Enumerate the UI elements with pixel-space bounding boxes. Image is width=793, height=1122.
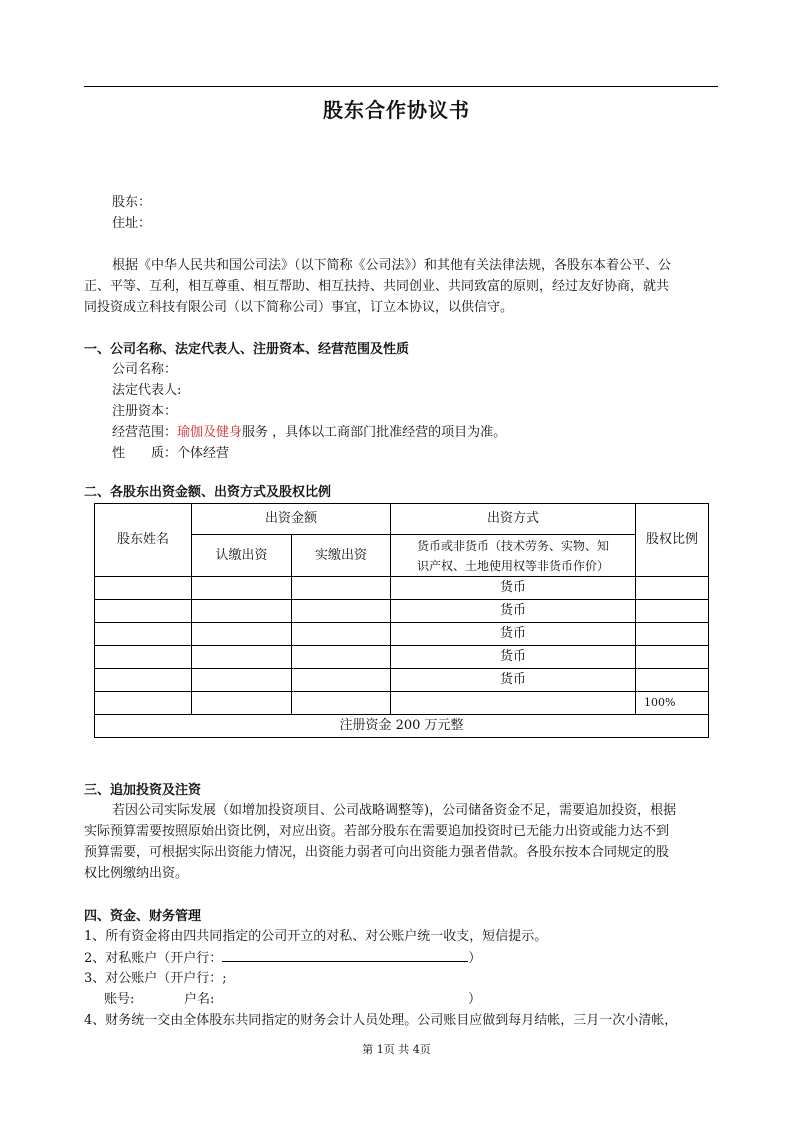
document-title: 股东合作协议书 xyxy=(323,98,470,122)
section3-line-4: 权比例缴纳出资。 xyxy=(84,866,189,881)
private-account-close: ） xyxy=(468,951,482,966)
table-row xyxy=(95,623,709,646)
private-account-label: 2、对私账户（开户行： xyxy=(84,951,223,966)
table-row xyxy=(95,646,709,669)
table-row xyxy=(95,600,709,623)
col-subscribed: 认缴出资 xyxy=(192,535,292,577)
scope-label: 经营范围： xyxy=(112,425,178,440)
intro-line-1: 根据《中华人民共和国公司法》（以下简称《公司法》）和其他有关法律法规，各股东本着公平、公 xyxy=(112,258,672,273)
col-contribution-amount: 出资金额 xyxy=(192,504,391,535)
section3-line-3: 预算需要，可根据实际出资能力情况，出资能力弱者可向出资能力强者借款。各股东按本合同规定的股 xyxy=(84,845,670,860)
address-label: 住址： xyxy=(112,216,152,231)
registered-capital-total: 注册资金 200 万元整 xyxy=(95,715,709,738)
company-name-label: 公司名称： xyxy=(112,362,178,377)
col-equity-ratio: 股权比例 xyxy=(636,504,709,577)
scope-rest: 服务 ，具体以工商部门批准经营的项目为准。 xyxy=(242,425,507,440)
account-close: ） xyxy=(468,992,482,1007)
col-shareholder-name: 股东姓名 xyxy=(95,504,192,577)
col-method-detail xyxy=(391,535,636,577)
table-row xyxy=(95,669,709,692)
section4-item4: 4、财务统一交由全体股东共同指定的财务会计人员处理。公司账目应做到每月结帐，三月一次小清帐， xyxy=(84,1013,678,1028)
nature-value: 个体经营 xyxy=(177,446,230,461)
table-total-row xyxy=(95,692,709,715)
method-cell: 货币 xyxy=(391,623,636,646)
page-number: 第 1页 共 4页 xyxy=(362,1043,431,1056)
business-scope xyxy=(112,422,718,443)
reg-capital-label: 注册资本： xyxy=(112,404,178,419)
method-cell: 货币 xyxy=(391,600,636,623)
account-number-label: 账号: xyxy=(104,992,135,1007)
section3-line-1: 若因公司实际发展（如增加投资项目、公司战略调整等)，公司储备资金不足，需要追加投资，根据 xyxy=(112,803,677,818)
col-contribution-method: 出资方式 xyxy=(391,504,636,535)
section3-line-2: 实际预算需要按照原始出资比例，对应出资。若部分股东在需要追加投资时已无能力出资或能力达不到 xyxy=(84,824,670,839)
private-bank-blank xyxy=(222,947,468,962)
nature-label: 性 质： xyxy=(112,446,178,461)
intro-line-2: 正、平等、互利，相互尊重、相互帮助、相互扶持、共同创业、共同致富的原则，经过友好协商，就共 xyxy=(84,279,670,294)
section4-item2 xyxy=(84,947,718,969)
capital-table xyxy=(94,503,709,738)
section4-item3: 3、对公账户（开户行：; xyxy=(84,971,227,986)
col-paid: 实缴出资 xyxy=(292,535,391,577)
method-detail-line-2: 识产权、土地使用权等非货币作价） xyxy=(417,558,610,573)
legal-rep-label: 法定代表人: xyxy=(112,383,182,398)
section2-heading: 二、各股东出资金额、出资方式及股权比例 xyxy=(84,485,332,500)
section4-item1: 1、所有资金将由四共同指定的公司开立的对私、对公账户统一收支，短信提示。 xyxy=(84,929,548,944)
account-holder-label: 户名: xyxy=(184,992,215,1007)
total-ratio: 100% xyxy=(636,692,709,715)
method-cell: 货币 xyxy=(391,669,636,692)
section4-heading: 四、资金、财务管理 xyxy=(84,909,202,924)
company-nature xyxy=(112,443,718,464)
section1-heading: 一、公司名称、法定代表人、注册资本、经营范围及性质 xyxy=(84,342,410,357)
section3-heading: 三、追加投资及注资 xyxy=(84,783,202,798)
method-detail-line-1: 货币或非货币（技术劳务、实物、知 xyxy=(417,538,610,553)
table-row xyxy=(95,577,709,600)
intro-line-3: 同投资成立科技有限公司（以下简称公司）事宜，订立本协议，以供信守。 xyxy=(84,300,514,315)
header-rule xyxy=(84,86,718,87)
method-cell: 货币 xyxy=(391,577,636,600)
scope-highlight: 瑜伽及健身 xyxy=(177,425,243,440)
shareholder-label: 股东： xyxy=(112,195,152,210)
method-cell: 货币 xyxy=(391,646,636,669)
